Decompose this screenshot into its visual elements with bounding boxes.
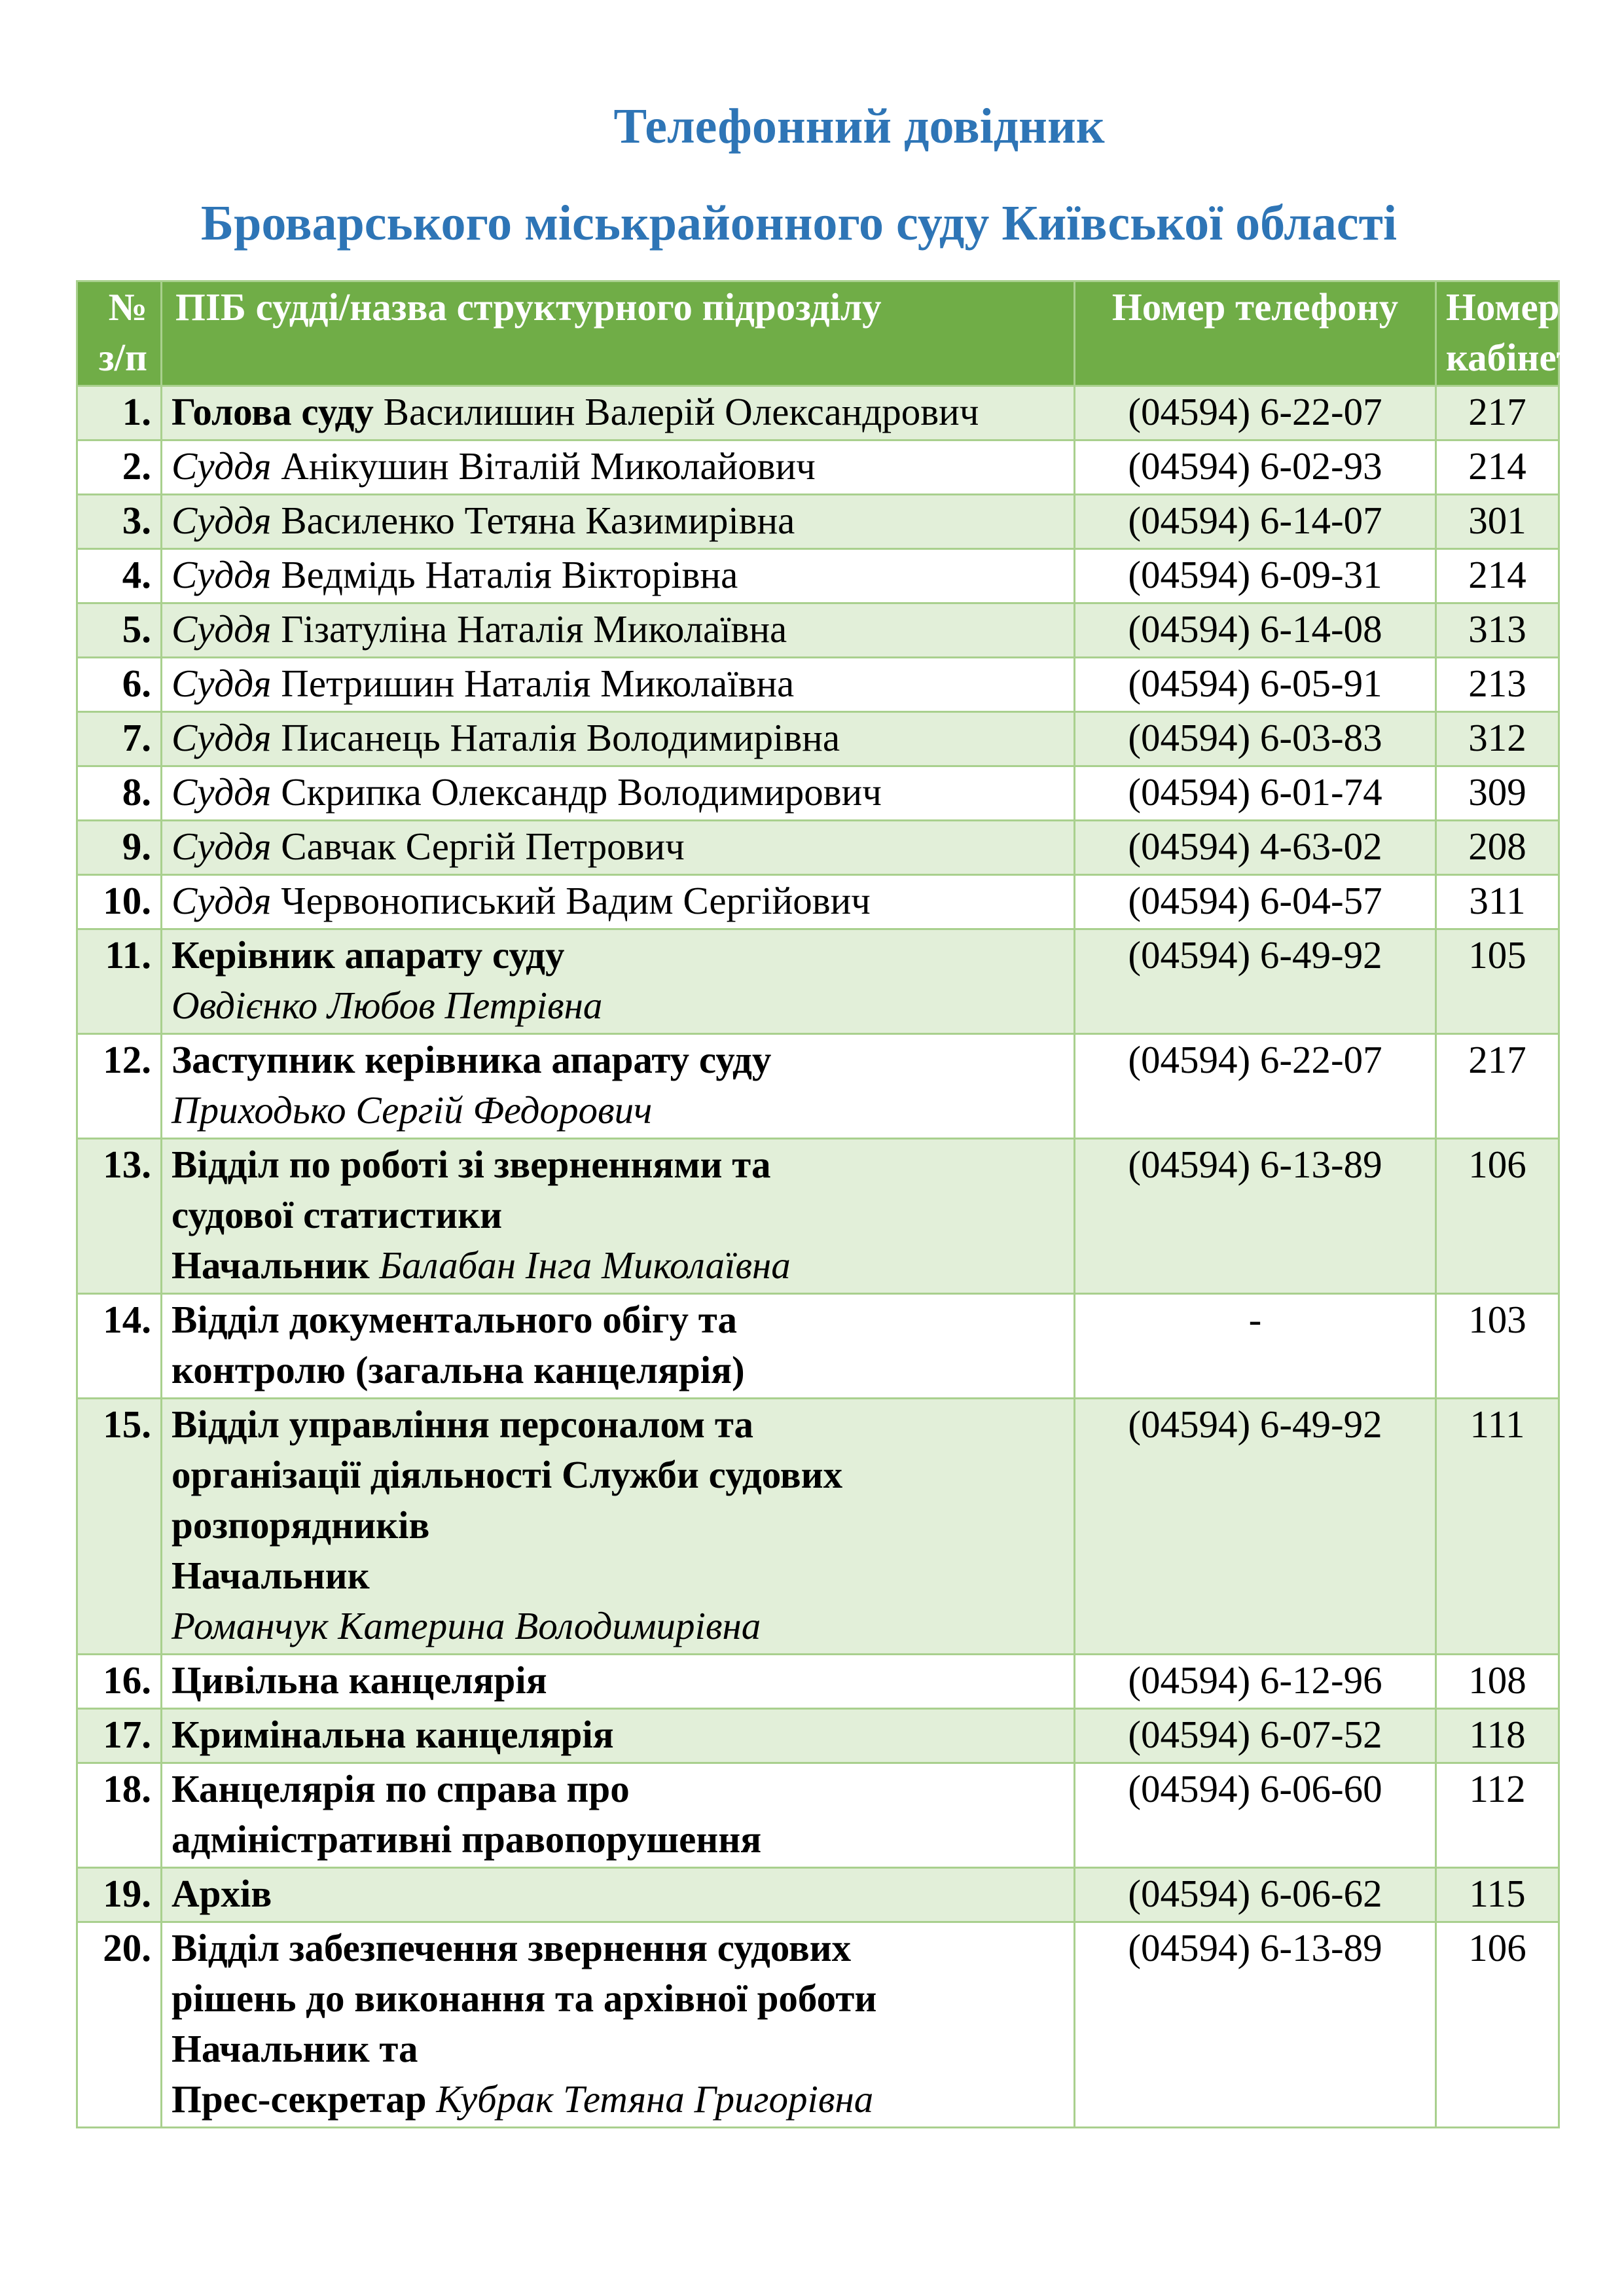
row-room: 312 bbox=[1436, 712, 1559, 766]
row-phone: (04594) 6-02-93 bbox=[1075, 440, 1436, 495]
table-row bbox=[77, 1709, 1559, 1763]
row-phone: (04594) 6-06-60 bbox=[1075, 1763, 1436, 1868]
row-name-cell bbox=[162, 821, 1075, 875]
row-role: Суддя bbox=[171, 444, 272, 488]
table-row bbox=[77, 658, 1559, 712]
header-room bbox=[1436, 281, 1595, 386]
row-number: 16. bbox=[77, 1655, 162, 1709]
table-row bbox=[77, 1034, 1559, 1139]
row-head-line bbox=[171, 2074, 1064, 2125]
header-num bbox=[77, 281, 162, 386]
row-number: 7. bbox=[77, 712, 162, 766]
row-phone: (04594) 6-14-07 bbox=[1075, 495, 1436, 549]
row-department: Відділ забезпечення звернення судових bbox=[171, 1926, 852, 1969]
table-row bbox=[77, 1294, 1559, 1399]
row-phone: (04594) 6-12-96 bbox=[1075, 1655, 1436, 1709]
row-head-line bbox=[171, 1240, 1064, 1291]
table-row bbox=[77, 495, 1559, 549]
row-department: судової статистики bbox=[171, 1193, 503, 1236]
row-role: Суддя bbox=[171, 607, 272, 651]
row-name-cell bbox=[162, 1034, 1075, 1139]
row-name-cell bbox=[162, 712, 1075, 766]
row-role: Голова суду bbox=[171, 390, 374, 433]
row-room: 309 bbox=[1436, 766, 1559, 821]
row-role: Суддя bbox=[171, 499, 272, 542]
row-person-name: Скрипка Олександр Володимирович bbox=[281, 770, 882, 814]
row-department: рішень до виконання та архівної роботи bbox=[171, 1977, 877, 2020]
row-person-name: Гізатуліна Наталія Миколаївна bbox=[281, 607, 787, 651]
row-number: 19. bbox=[77, 1868, 162, 1922]
row-room: 217 bbox=[1436, 386, 1559, 440]
header-phone bbox=[1075, 281, 1436, 386]
row-person-name: Кубрак Тетяна Григорівна bbox=[436, 2077, 874, 2121]
row-number: 20. bbox=[77, 1922, 162, 2128]
table-row bbox=[77, 1139, 1559, 1294]
row-number: 3. bbox=[77, 495, 162, 549]
row-role: Начальник bbox=[171, 1554, 370, 1597]
row-number: 9. bbox=[77, 821, 162, 875]
row-role: Суддя bbox=[171, 662, 272, 705]
row-department: контролю (загальна канцелярія) bbox=[171, 1348, 745, 1391]
table-row bbox=[77, 875, 1559, 929]
row-name-cell bbox=[162, 440, 1075, 495]
row-person-name: Василенко Тетяна Казимирівна bbox=[281, 499, 795, 542]
row-name-cell bbox=[162, 1399, 1075, 1655]
row-phone: (04594) 6-09-31 bbox=[1075, 549, 1436, 603]
header-name bbox=[162, 281, 1075, 386]
row-room: 213 bbox=[1436, 658, 1559, 712]
row-role: Суддя bbox=[171, 879, 272, 922]
row-number: 18. bbox=[77, 1763, 162, 1868]
row-room: 108 bbox=[1436, 1655, 1559, 1709]
row-name-cell bbox=[162, 549, 1075, 603]
row-room: 105 bbox=[1436, 929, 1559, 1034]
row-role: Суддя bbox=[171, 553, 272, 596]
row-phone: (04594) 6-04-57 bbox=[1075, 875, 1436, 929]
row-number: 4. bbox=[77, 549, 162, 603]
row-phone: (04594) 6-01-74 bbox=[1075, 766, 1436, 821]
row-phone: (04594) 6-22-07 bbox=[1075, 1034, 1436, 1139]
row-name-cell bbox=[162, 658, 1075, 712]
row-room: 106 bbox=[1436, 1139, 1559, 1294]
row-room: 118 bbox=[1436, 1709, 1559, 1763]
row-person-name: Червонописький Вадим Сергійович bbox=[281, 879, 871, 922]
table-row bbox=[77, 386, 1559, 440]
document-subtitle: Броварського міськрайонного суду Київської області bbox=[200, 196, 1398, 251]
row-phone: (04594) 6-03-83 bbox=[1075, 712, 1436, 766]
row-phone: (04594) 6-14-08 bbox=[1075, 603, 1436, 658]
row-phone: (04594) 6-07-52 bbox=[1075, 1709, 1436, 1763]
row-number: 13. bbox=[77, 1139, 162, 1294]
row-person-name: Петришин Наталія Миколаївна bbox=[281, 662, 795, 705]
row-name-cell bbox=[162, 1763, 1075, 1868]
row-name-cell bbox=[162, 1294, 1075, 1399]
table-row bbox=[77, 440, 1559, 495]
row-room: 313 bbox=[1436, 603, 1559, 658]
header-name-label: ПІБ судді/назва структурного підрозділу bbox=[175, 285, 882, 329]
table-row bbox=[77, 766, 1559, 821]
row-person-name: Приходько Сергій Федорович bbox=[171, 1088, 653, 1132]
row-number: 14. bbox=[77, 1294, 162, 1399]
row-name-cell bbox=[162, 1922, 1075, 2128]
row-name-cell bbox=[162, 603, 1075, 658]
row-name-cell bbox=[162, 1139, 1075, 1294]
row-person-name: Савчак Сергій Петрович bbox=[281, 825, 685, 868]
row-number: 11. bbox=[77, 929, 162, 1034]
row-department: Цивільна канцелярія bbox=[162, 1655, 1075, 1709]
row-phone: (04594) 6-13-89 bbox=[1075, 1139, 1436, 1294]
row-person-name: Василишин Валерій Олександрович bbox=[383, 390, 979, 433]
document-title: Телефонний довідник bbox=[613, 99, 1105, 154]
table-row bbox=[77, 1655, 1559, 1709]
row-number: 10. bbox=[77, 875, 162, 929]
row-person-name: Балабан Інга Миколаївна bbox=[379, 1244, 791, 1287]
row-number: 1. bbox=[77, 386, 162, 440]
table-row bbox=[77, 1868, 1559, 1922]
row-room: 208 bbox=[1436, 821, 1559, 875]
row-department: Архів bbox=[162, 1868, 1075, 1922]
row-name-cell bbox=[162, 929, 1075, 1034]
row-role: Заступник керівника апарату суду bbox=[171, 1038, 772, 1081]
row-department: організації діяльності Служби судових bbox=[171, 1453, 843, 1496]
table-row bbox=[77, 1922, 1559, 2128]
row-room: 214 bbox=[1436, 440, 1559, 495]
row-room: 214 bbox=[1436, 549, 1559, 603]
row-name-cell bbox=[162, 386, 1075, 440]
row-room: 111 bbox=[1436, 1399, 1559, 1655]
table-row bbox=[77, 603, 1559, 658]
row-person-name: Ведмідь Наталія Вікторівна bbox=[281, 553, 738, 596]
row-person-name: Овдієнко Любов Петрівна bbox=[171, 984, 603, 1027]
row-department: Кримінальна канцелярія bbox=[162, 1709, 1075, 1763]
row-name-cell bbox=[162, 495, 1075, 549]
row-department: Начальник та bbox=[171, 2027, 418, 2070]
row-number: 5. bbox=[77, 603, 162, 658]
table-row bbox=[77, 1399, 1559, 1655]
table-row bbox=[77, 549, 1559, 603]
row-room: 103 bbox=[1436, 1294, 1559, 1399]
row-phone: (04594) 4-63-02 bbox=[1075, 821, 1436, 875]
row-role: Суддя bbox=[171, 825, 272, 868]
row-room: 106 bbox=[1436, 1922, 1559, 2128]
row-role: Начальник bbox=[171, 1244, 370, 1287]
row-role: Суддя bbox=[171, 716, 272, 759]
row-phone: (04594) 6-49-92 bbox=[1075, 1399, 1436, 1655]
row-room: 301 bbox=[1436, 495, 1559, 549]
row-department: Канцелярія по справа про bbox=[171, 1767, 630, 1810]
row-role: Керівник апарату суду bbox=[171, 933, 565, 977]
table-row bbox=[77, 821, 1559, 875]
row-phone: - bbox=[1075, 1294, 1436, 1399]
header-num-label: № з/п bbox=[98, 285, 147, 379]
row-number: 8. bbox=[77, 766, 162, 821]
row-phone: (04594) 6-06-62 bbox=[1075, 1868, 1436, 1922]
row-number: 17. bbox=[77, 1709, 162, 1763]
row-person-name: Анікушин Віталій Миколайович bbox=[281, 444, 816, 488]
row-department: Відділ документального обігу та bbox=[171, 1298, 737, 1341]
row-role: Прес-секретар bbox=[171, 2077, 427, 2121]
table-row bbox=[77, 929, 1559, 1034]
row-phone: (04594) 6-05-91 bbox=[1075, 658, 1436, 712]
row-person-name: Романчук Катерина Володимирівна bbox=[171, 1604, 761, 1647]
row-department: Відділ по роботі зі зверненнями та bbox=[171, 1143, 771, 1186]
table-row bbox=[77, 712, 1559, 766]
table-header-row bbox=[77, 281, 1559, 386]
row-number: 15. bbox=[77, 1399, 162, 1655]
row-room: 115 bbox=[1436, 1868, 1559, 1922]
row-name-cell bbox=[162, 875, 1075, 929]
row-phone: (04594) 6-22-07 bbox=[1075, 386, 1436, 440]
table-row bbox=[77, 1763, 1559, 1868]
header-room-label: Номер кабінету bbox=[1446, 285, 1595, 379]
row-phone: (04594) 6-13-89 bbox=[1075, 1922, 1436, 2128]
row-number: 12. bbox=[77, 1034, 162, 1139]
row-department: Відділ управління персоналом та bbox=[171, 1403, 754, 1446]
row-role: Суддя bbox=[171, 770, 272, 814]
row-room: 112 bbox=[1436, 1763, 1559, 1868]
row-number: 6. bbox=[77, 658, 162, 712]
row-person-name: Писанець Наталія Володимирівна bbox=[281, 716, 840, 759]
row-room: 217 bbox=[1436, 1034, 1559, 1139]
row-phone: (04594) 6-49-92 bbox=[1075, 929, 1436, 1034]
phone-directory-table bbox=[76, 280, 1595, 2128]
row-department: адміністративні правопорушення bbox=[171, 1818, 762, 1861]
row-department: розпорядників bbox=[171, 1503, 430, 1547]
header-phone-label: Номер телефону bbox=[1111, 285, 1399, 329]
row-room: 311 bbox=[1436, 875, 1559, 929]
row-name-cell bbox=[162, 766, 1075, 821]
row-number: 2. bbox=[77, 440, 162, 495]
